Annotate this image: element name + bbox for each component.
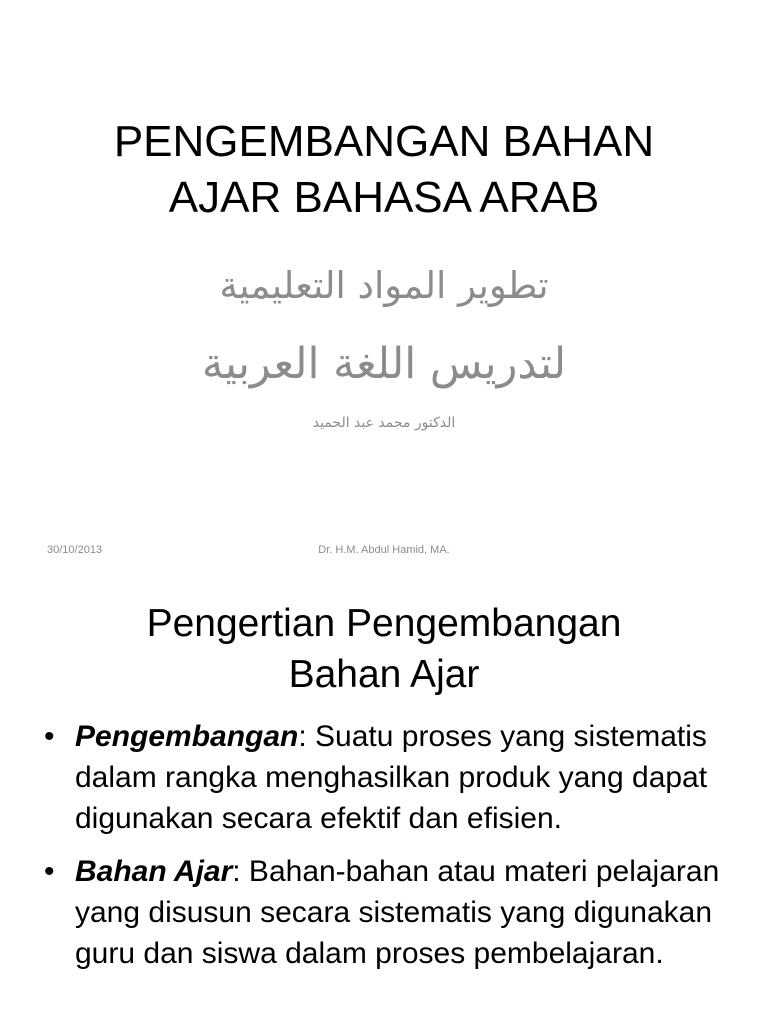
bullet-marker: •	[44, 720, 55, 753]
definition-term: Bahan Ajar	[75, 855, 233, 888]
definition-text: : Bahan-bahan atau materi pelajaran yang disusun secara sistematis yang digunakan guru dan siswa dalam proses pembelajaran.	[75, 855, 720, 970]
title-line-1: Pengertian Pengembangan	[146, 602, 622, 645]
bullet-marker: •	[44, 855, 55, 888]
title-line-2: AJAR BAHASA ARAB	[168, 173, 600, 222]
definition-list	[0, 716, 768, 986]
definition-term: Pengembangan	[75, 720, 299, 753]
arabic-subtitle-line-2: لتدريس اللغة العربية	[201, 339, 567, 389]
title-line-1: PENGEMBANGAN BAHAN	[113, 117, 655, 166]
slide-definitions-heading	[0, 598, 768, 700]
slide-title-heading	[0, 114, 768, 226]
definition-item	[0, 716, 768, 839]
footer-date: 30/10/2013	[47, 544, 103, 556]
slide-definitions	[0, 576, 768, 1024]
definition-item	[0, 851, 768, 974]
title-line-2: Bahan Ajar	[288, 653, 480, 696]
definition-text: : Suatu proses yang sistematis dalam rangka menghasilkan produk yang dapat digunakan secara efektif dan efisien.	[75, 720, 708, 835]
arabic-author: الدكتور محمد عبد الحميد	[312, 415, 456, 431]
arabic-subtitle-line-1: تطوير المواد التعليمية	[219, 264, 549, 307]
footer-author: Dr. H.M. Abdul Hamid, MA.	[318, 544, 450, 556]
